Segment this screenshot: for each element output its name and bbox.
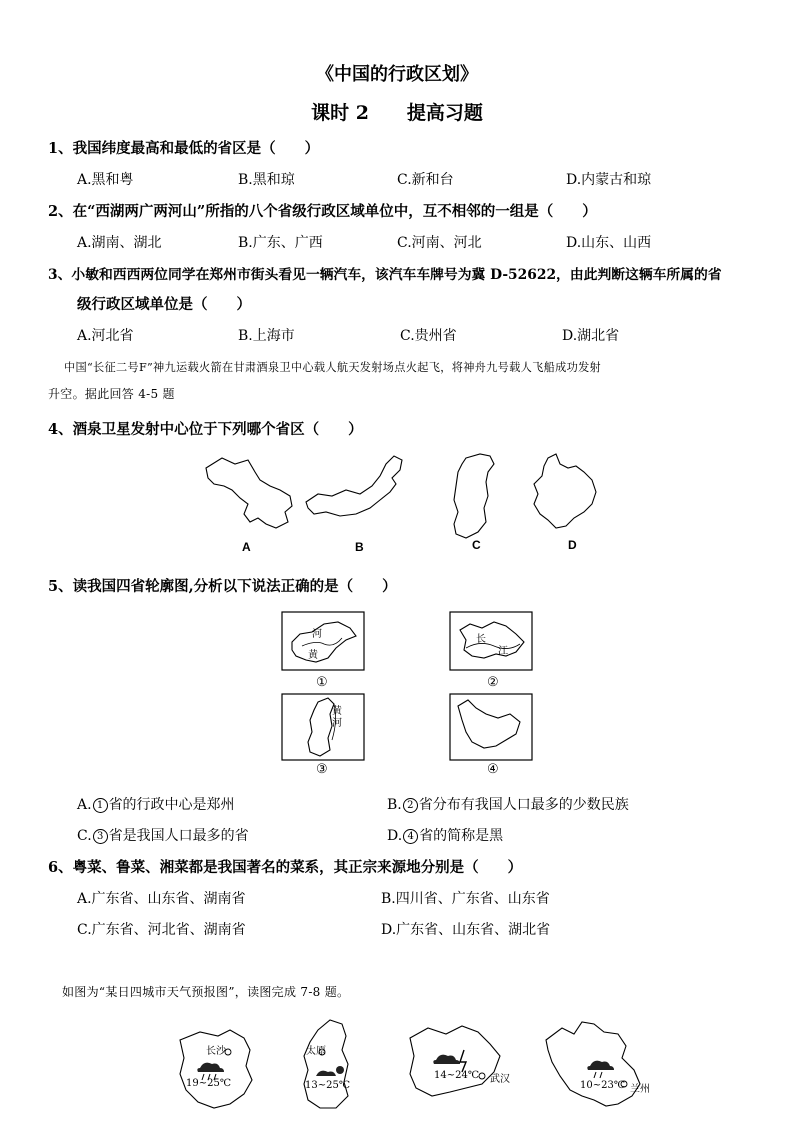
weather-temp-taiyuan: 13~25℃: [305, 1080, 351, 1091]
map-label-d: D: [568, 538, 577, 552]
weather-forecast-maps: [170, 1010, 670, 1120]
q5-option-b: [387, 794, 629, 814]
q3-option-c: C.贵州省: [400, 328, 457, 344]
q1-option-d: D.内蒙古和琼: [566, 172, 652, 188]
svg-text:黄: 黄: [332, 706, 342, 717]
svg-text:黄: 黄: [308, 650, 318, 661]
q6-option-a: A.广东省、山东省、湖南省: [77, 891, 246, 907]
q2-option-c: C.河南、河北: [397, 235, 482, 251]
figure-label-1: ①: [316, 675, 328, 690]
question-3-stem-line2: 级行政区域单位是（ ）: [77, 296, 251, 313]
q3-option-d: D.湖北省: [562, 328, 620, 344]
q5-option-d-prefix: D.: [387, 828, 403, 844]
weather-temp-wuhan: 14~24℃: [434, 1070, 480, 1081]
q5-option-a-number: 1: [93, 798, 108, 813]
intro-4-5-line1: 中国“长征二号F”神九运载火箭在甘肃酒泉卫中心载人航天发射场点火起飞，将神舟九号载人飞船成功发射: [64, 361, 602, 374]
q5-option-a-prefix: A.: [77, 797, 92, 813]
svg-text:河: 河: [312, 629, 322, 640]
figure-label-2: ②: [487, 675, 499, 690]
q4-province-outlines: [200, 450, 620, 560]
q5-option-b-number: 2: [403, 798, 418, 813]
document-subtitle: 课时 2 提高习题: [311, 102, 483, 124]
intro-4-5-line2: 升空。据此回答 4-5 题: [48, 387, 175, 401]
q3-option-a: A.河北省: [77, 328, 134, 344]
weather-map-taiyuan-outline: [304, 1020, 351, 1108]
figure-label-3: ③: [316, 762, 328, 777]
q1-option-a: A.黑和粤: [77, 172, 134, 188]
intro-7-8: 如图为“某日四城市天气预报图”，读图完成 7-8 题。: [62, 985, 350, 999]
weather-city-lanzhou: 兰州: [630, 1084, 650, 1095]
q6-option-d: D.广东省、山东省、湖北省: [381, 922, 551, 938]
weather-city-taiyuan: 太原: [306, 1046, 326, 1057]
map-label-b: B: [355, 540, 364, 554]
q1-option-b: B.黑和琼: [238, 172, 295, 188]
map-b-outline: [306, 456, 402, 516]
q5-option-b-prefix: B.: [387, 797, 402, 813]
weather-temp-lanzhou: 10~23℃: [580, 1080, 626, 1091]
map-d-outline: [534, 454, 596, 528]
q5-option-c-text: 省是我国人口最多的省: [108, 828, 249, 844]
q3-option-b: B.上海市: [238, 328, 295, 344]
q5-province-boxes: [280, 610, 540, 770]
question-3-stem-line1: 3、小敏和西西两位同学在郑州市街头看见一辆汽车，该汽车车牌号为冀 D-52622，由此判断这辆车所属的省: [48, 267, 722, 283]
q5-option-d-text: 省的简称是黑: [419, 828, 504, 844]
question-4-stem: 4、酒泉卫星发射中心位于下列哪个省区（ ）: [48, 421, 363, 438]
q5-option-d: [387, 825, 503, 845]
q1-option-c: C.新和台: [397, 172, 454, 188]
svg-text:长: 长: [476, 634, 486, 645]
map-c-outline: [454, 454, 494, 538]
q5-option-a-text: 省的行政中心是郑州: [108, 797, 235, 813]
map-a-outline: [206, 458, 292, 528]
map-label-c: C: [472, 538, 481, 552]
q5-option-c-number: 3: [93, 829, 108, 844]
q2-option-a: A.湖南、湖北: [77, 235, 162, 251]
weather-city-changsha: 长沙: [206, 1046, 226, 1057]
q5-option-b-text: 省分布有我国人口最多的少数民族: [418, 797, 629, 813]
svg-text:江: 江: [498, 646, 508, 657]
q6-option-b: B.四川省、广东省、山东省: [381, 891, 550, 907]
question-5-stem: 5、读我国四省轮廓图,分析以下说法正确的是（ ）: [48, 578, 397, 595]
question-6-stem: 6、粤菜、鲁菜、湘菜都是我国著名的菜系，其正宗来源地分别是（ ）: [48, 859, 523, 876]
question-2-stem: 2、在“西湖两广两河山”所指的八个省级行政区域单位中，互不相邻的一组是（ ）: [48, 203, 597, 220]
weather-city-wuhan: 武汉: [490, 1074, 510, 1085]
q6-option-c: C.广东省、河北省、湖南省: [77, 922, 246, 938]
figure-label-4: ④: [487, 762, 499, 777]
document-title: 《中国的行政区划》: [316, 64, 478, 85]
q5-option-a: [77, 794, 235, 814]
map-label-a: A: [242, 540, 251, 554]
question-1-stem: 1、我国纬度最高和最低的省区是（ ）: [48, 140, 320, 157]
q2-option-b: B.广东、广西: [238, 235, 323, 251]
q5-option-c: [77, 825, 249, 845]
q5-option-c-prefix: C.: [77, 828, 92, 844]
weather-temp-changsha: 19~25℃: [186, 1078, 232, 1089]
q5-option-d-number: 4: [403, 829, 418, 844]
svg-text:河: 河: [332, 718, 342, 729]
q2-option-d: D.山东、山西: [566, 235, 652, 251]
